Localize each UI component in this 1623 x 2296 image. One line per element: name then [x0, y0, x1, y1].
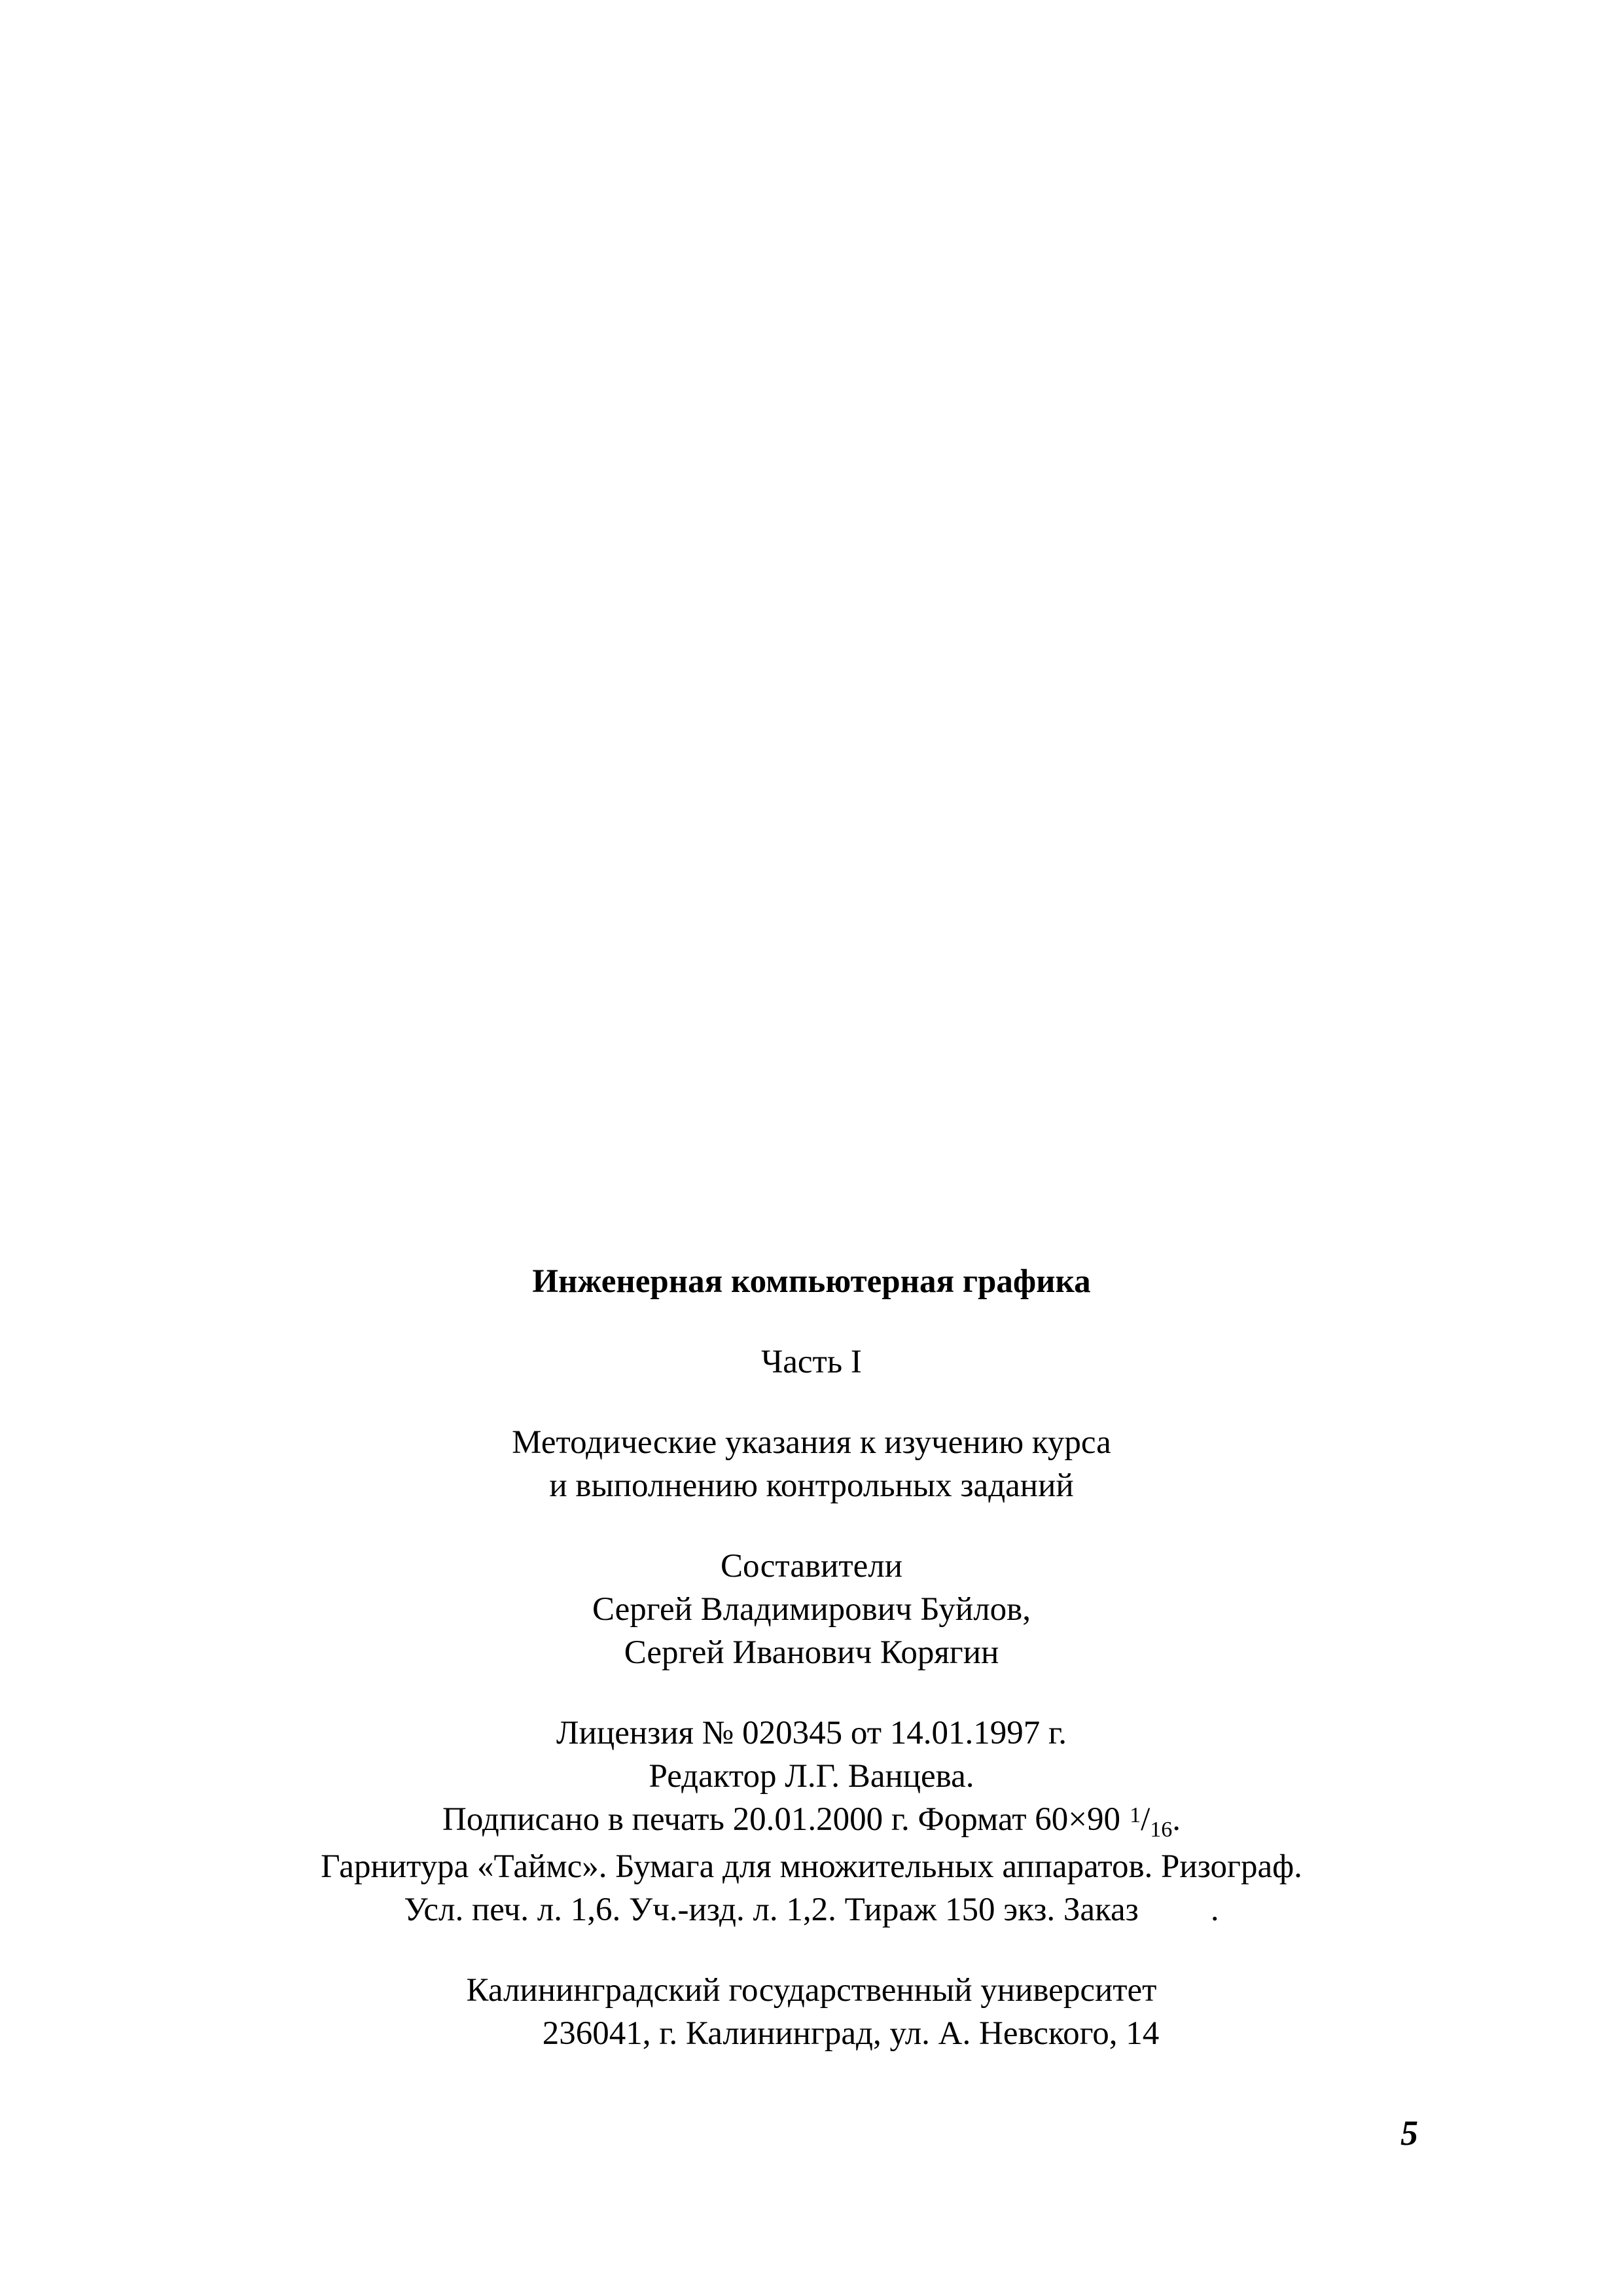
signed-text: Подписано в печать 20.01.2000 г. Формат 60×90 [442, 1801, 1121, 1838]
print-stats-end: . [1210, 1892, 1219, 1928]
compiler-name-1: Сергей Владимирович Буйлов, [592, 1591, 1031, 1628]
format-fraction-denominator: 16 [1150, 1818, 1173, 1842]
page-number: 5 [1400, 2113, 1418, 2153]
address-line: 236041, г. Калининград, ул. А. Невского, 14 [542, 2015, 1160, 2052]
publisher-line: Калининградский государственный университет [466, 1972, 1157, 2009]
part-label: Часть I [761, 1344, 862, 1380]
compiler-name-2: Сергей Иванович Корягин [624, 1634, 999, 1671]
license-line: Лицензия № 020345 от 14.01.1997 г. [556, 1715, 1067, 1751]
description-line-2: и выполнению контрольных заданий [549, 1467, 1074, 1504]
description-line-1: Методические указания к изучению курса [512, 1424, 1111, 1461]
print-stats-line [0, 1888, 1623, 1931]
typeface-paper-line: Гарнитура «Таймс». Бумага для множительных аппаратов. Ризограф. [321, 1848, 1302, 1885]
format-fraction-slash: / [1141, 1801, 1150, 1838]
document-title: Инженерная компьютерная графика [532, 1263, 1091, 1300]
imprint-block [0, 1260, 1623, 2055]
compilers-label: Составители [720, 1548, 902, 1585]
signed-format-line [0, 1798, 1623, 1845]
format-end: . [1172, 1801, 1181, 1838]
format-fraction-numerator: 1 [1130, 1803, 1141, 1827]
print-stats-text: Усл. печ. л. 1,6. Уч.-изд. л. 1,2. Тираж 150 экз. Заказ [404, 1892, 1139, 1928]
editor-line: Редактор Л.Г. Ванцева. [649, 1758, 974, 1795]
